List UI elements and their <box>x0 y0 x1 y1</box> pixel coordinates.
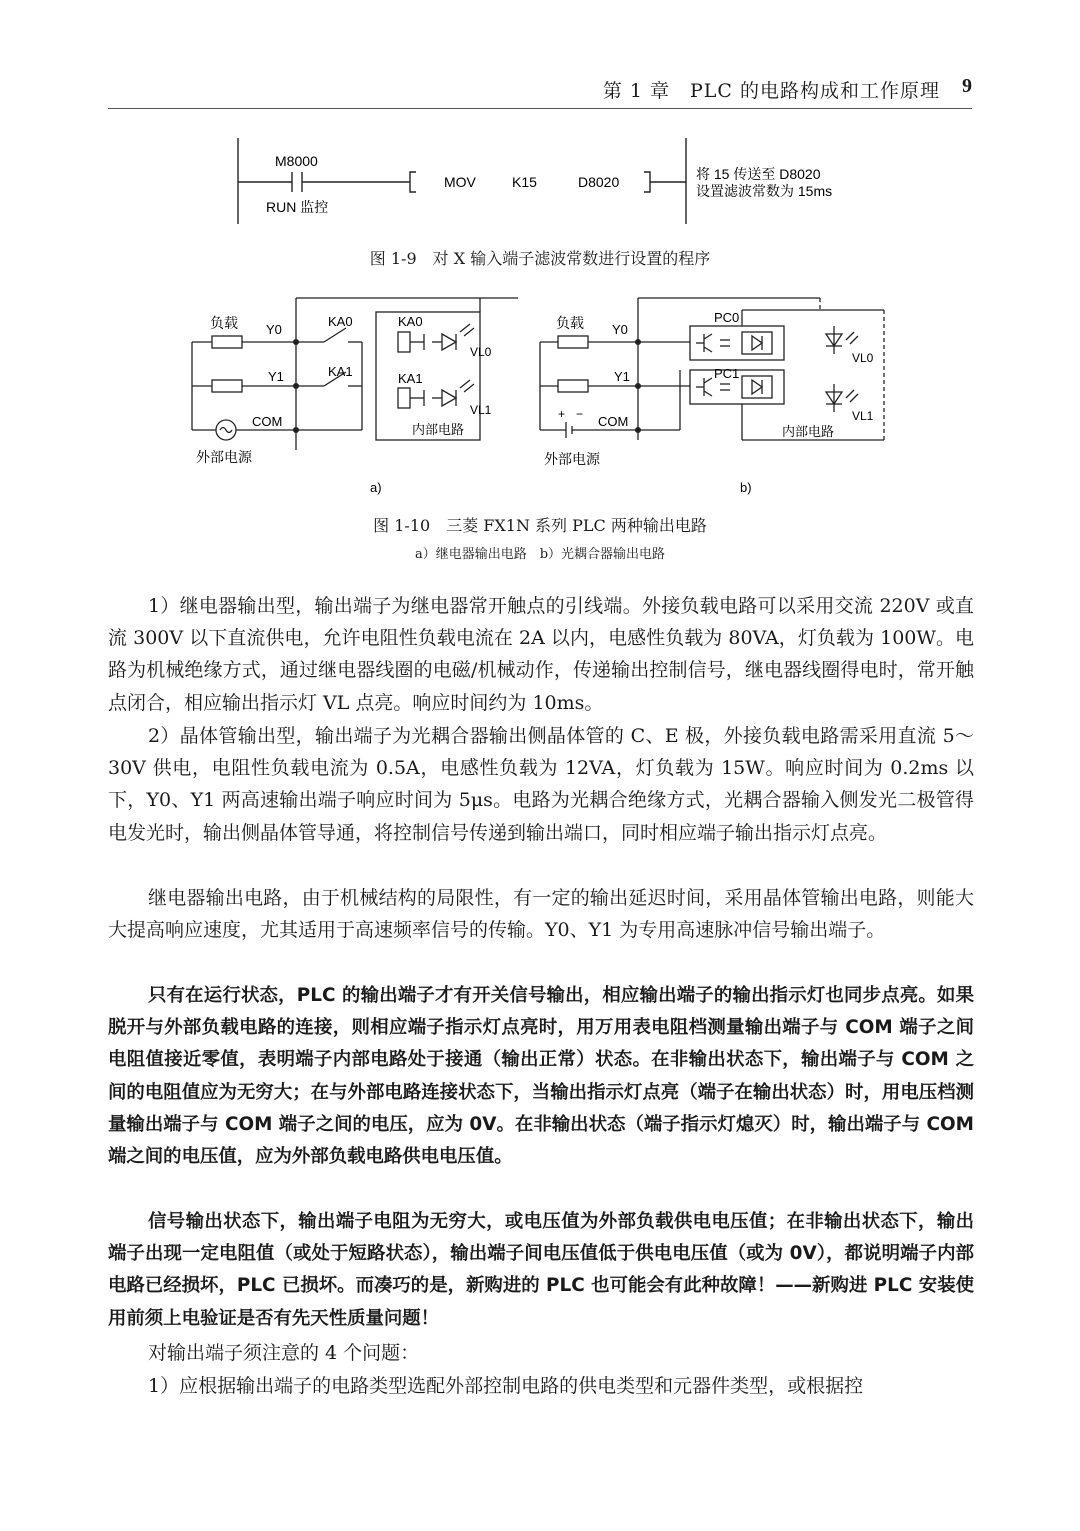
b-com-label: COM <box>598 414 629 429</box>
page-header <box>108 72 972 106</box>
b-vl0-label: VL0 <box>852 351 874 365</box>
b-internal-label: 内部电路 <box>782 424 835 439</box>
b-load-label: 负载 <box>556 315 584 331</box>
b-vl1-label: VL1 <box>852 409 874 423</box>
figure-1-10a-relay-circuit <box>180 290 520 498</box>
b-pc1-label: PC1 <box>714 366 740 381</box>
a-ka0-coil-label: KA0 <box>398 314 423 329</box>
b-y1-label: Y1 <box>614 369 630 384</box>
figure-1-9-ladder <box>220 132 880 232</box>
page-number: 9 <box>962 75 972 97</box>
header-rule <box>108 108 972 109</box>
b-y0-label: Y0 <box>612 322 628 337</box>
a-vl1-label: VL1 <box>470 403 492 417</box>
figure-1-10b-optocoupler-circuit <box>530 290 900 498</box>
a-y0-label: Y0 <box>266 322 282 337</box>
chapter-title: 第 1 章 PLC 的电路构成和工作原理 <box>602 80 940 102</box>
a-vl0-label: VL0 <box>470 345 492 359</box>
note-line-2: 设置滤波常数为 15ms <box>696 183 833 199</box>
paragraph-bold-fault: 信号输出状态下，输出端子电阻为无穷大，或电压值为外部负载供电电压值；在非输出状态下，输出端子出现一定电阻值（或处于短路状态），输出端子间电压值低于供电电压值（或为 0V），都说明端子内部电路已经损坏，PLC 已损坏。而凑巧的是，新购进的 PLC 也可能会有此种故障！——新购进 PLC 安装使用前须上电验证是否有先天性质量问题！ <box>108 1211 974 1329</box>
instruction-dst: D8020 <box>578 174 620 190</box>
figure-1-10-caption: 图 1-10 三菱 FX1N 系列 PLC 两种输出电路 <box>373 516 707 535</box>
a-y1-label: Y1 <box>268 369 284 384</box>
paragraph-issue-1: 1）应根据输出端子的电路类型选配外部控制电路的供电类型和元器件类型，或根据控 <box>148 1375 864 1397</box>
figure-1-10-subcaption: a）继电器输出电路 b）光耦合器输出电路 <box>414 547 666 562</box>
contact-label: M8000 <box>275 153 318 169</box>
paragraph-relay-output: 1）继电器输出型，输出端子为继电器常开触点的引线端。外接负载电路可以采用交流 220V 或直流 300V 以下直流供电，允许电阻性负载电流在 2A 以内，电感性负载为 80VA，灯负载为 100W。电路为机械绝缘方式，通过继电器线圈的电磁/机械动作，传递输出控制信号，继电器线圈得电时，常开触点闭合，相应输出指示灯 VL 点亮。响应时间约为 10ms。 <box>108 595 974 714</box>
a-figure-label: a) <box>370 480 382 495</box>
paragraph-transistor-output: 2）晶体管输出型，输出端子为光耦合器输出侧晶体管的 C、E 极，外接负载电路需采用直流 5～30V 供电，电阻性负载电流为 0.5A，电感性负载为 12VA，灯负载为 15W。响应时间为 0.2ms 以下，Y0、Y1 两高速输出端子响应时间为 5μs。电路为光耦合绝缘方式，光耦合器输入侧发光二极管得电发光时，输出侧晶体管导通，将控制信号传递到输出端口，同时相应端子输出指示灯点亮。 <box>108 725 974 844</box>
a-source-label: 外部电源 <box>196 449 252 465</box>
a-ka1-label: KA1 <box>328 364 353 379</box>
contact-sublabel: RUN 监控 <box>266 199 329 215</box>
instruction-mov: MOV <box>444 174 476 190</box>
b-plus-label: + <box>558 407 566 421</box>
instruction-src: K15 <box>512 174 537 190</box>
paragraph-four-issues: 对输出端子须注意的 4 个问题： <box>148 1342 420 1364</box>
a-load-label: 负载 <box>210 315 238 331</box>
a-com-label: COM <box>252 414 283 429</box>
a-ka1-coil-label: KA1 <box>398 371 423 386</box>
b-minus-label: − <box>576 407 584 421</box>
a-ka0-label: KA0 <box>328 314 353 329</box>
b-source-label: 外部电源 <box>544 451 600 467</box>
b-pc0-label: PC0 <box>714 310 740 325</box>
a-internal-label: 内部电路 <box>412 422 465 437</box>
paragraph-bold-test: 只有在运行状态，PLC 的输出端子才有开关信号输出，相应输出端子的输出指示灯也同步点亮。如果脱开与外部负载电路的连接，则相应端子指示灯点亮时，用万用表电阻档测量输出端子与 COM 端子之间电阻值接近零值，表明端子内部电路处于接通（输出正常）状态。在非输出状态下，输出端子与 COM 之间的电阻值应为无穷大；在与外部电路连接状态下，当输出指示灯点亮（端子在输出状态）时，用电压档测量输出端子与 COM 端子之间的电压，应为 0V。在非输出状态（端子指示灯熄灭）时，输出端子与 COM 端之间的电压值，应为外部负载电路供电电压值。 <box>108 985 974 1168</box>
paragraph-comparison: 继电器输出电路，由于机械结构的局限性，有一定的输出延迟时间，采用晶体管输出电路，则能大大提高响应速度，尤其适用于高速频率信号的传输。Y0、Y1 为专用高速脉冲信号输出端子。 <box>108 887 974 942</box>
figure-1-9-caption: 图 1-9 对 X 输入端子滤波常数进行设置的程序 <box>369 249 711 268</box>
b-figure-label: b) <box>740 480 752 495</box>
note-line-1: 将 15 传送至 D8020 <box>696 166 821 182</box>
